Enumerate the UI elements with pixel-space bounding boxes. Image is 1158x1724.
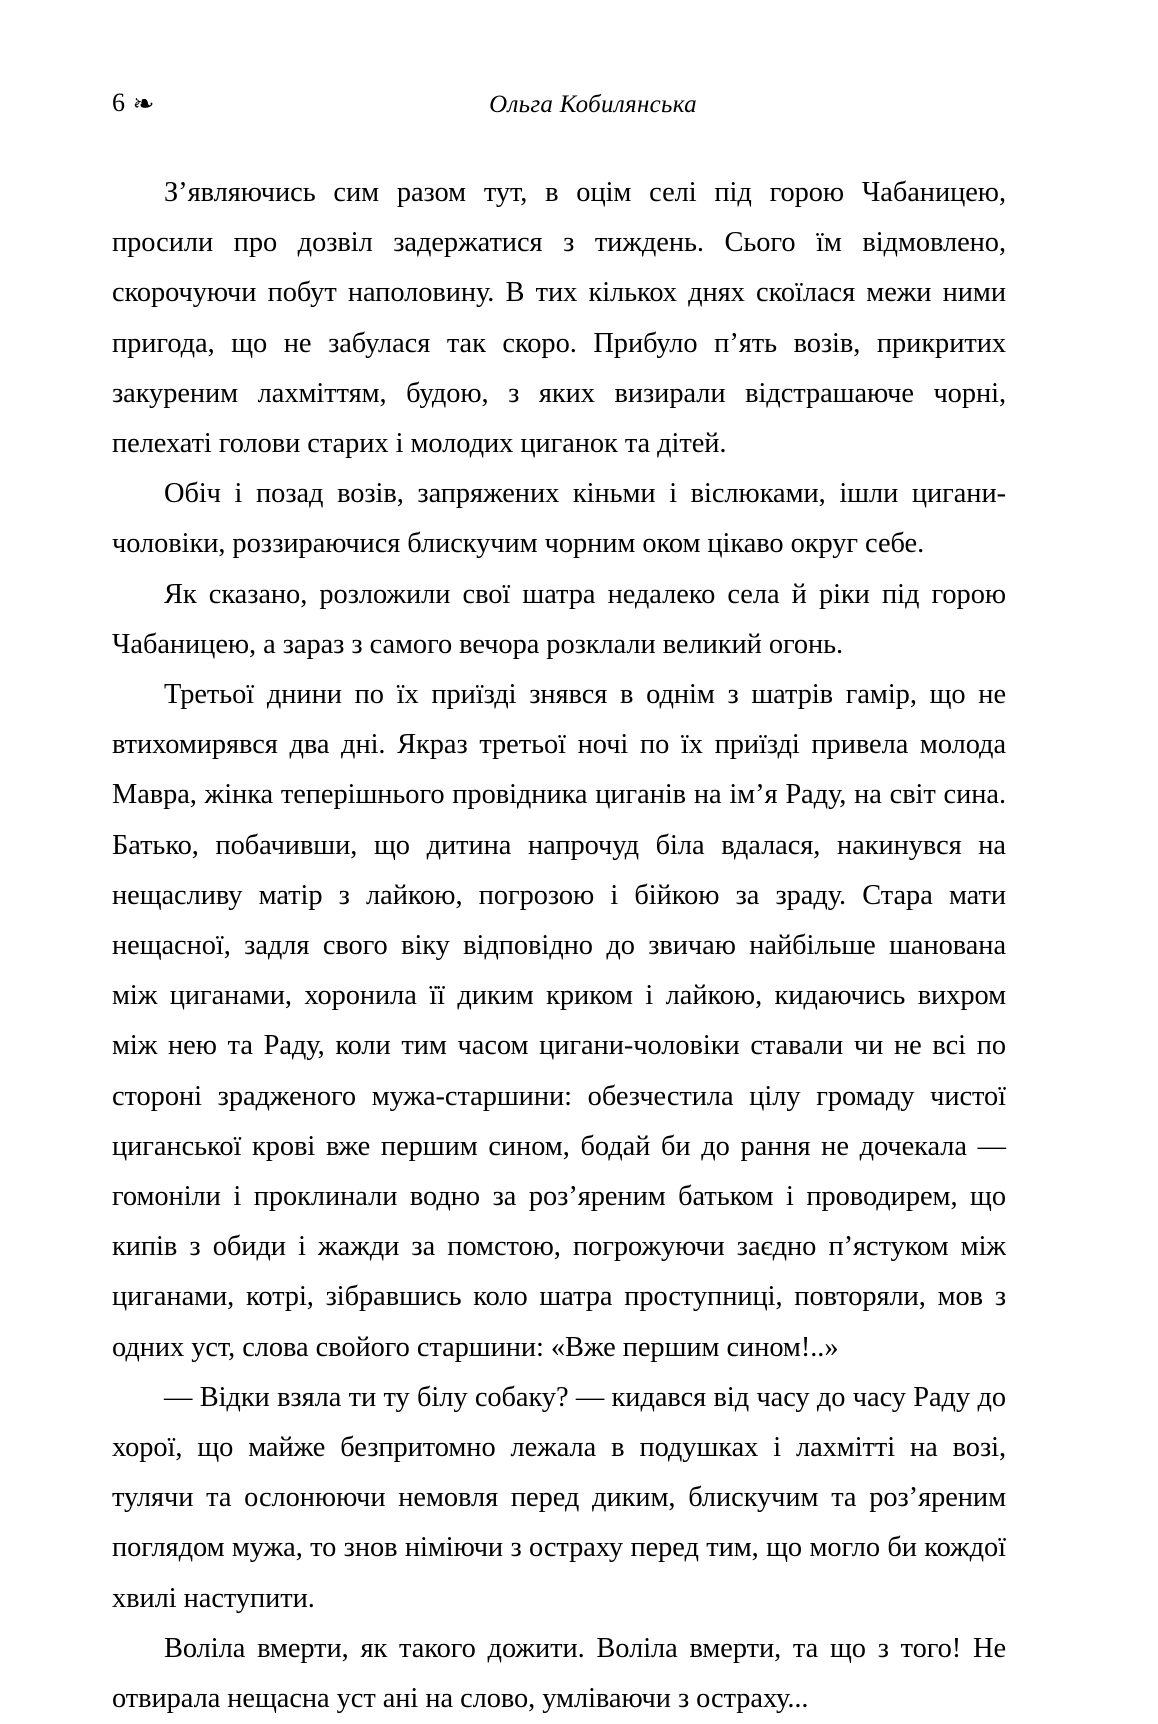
paragraph: Третьої днини по їх приїзді знявся в однім з шатрів гамір, що не втихомирявся два дні. Якраз третьої ночі по їх приїзді привела молода Мавра, жінка теперішнього провідника циганів на ім’я Раду, на світ сина. Батько, побачивши, що дитина напрочуд біла вдалася, накинувся на нещасливу матір з лайкою, погрозою і бійкою за зраду. Стара мати нещасної, задля свого віку відповідно до звичаю найбільше шанована між циганами, хоронила її диким криком і лайкою, кидаючись вихром між нею та Раду, коли тим часом цигани-чоловіки ставали чи не всі по стороні зрадженого мужа-старшини: обезчестила цілу громаду чистої циганської крові вже першим сином, бодай би до рання не дочекала — гомоніли і проклинали водно за роз’яреним батьком і проводирем, що кипів з обиди і жажди за помстою, погрожуючи заєдно п’ястуком між циганами, котрі, зібравшись коло шатра проступниці, повторяли, мов з одних уст, слова свойого старшини: «Вже першим сином!..»	[112, 679, 1006, 1363]
running-head-author: Ольга Кобилянська	[489, 91, 697, 118]
running-head	[112, 88, 1046, 134]
floral-ornament-icon: ❧	[132, 89, 155, 118]
paragraph: Воліла вмерти, як такого дожити. Воліла вмерти, та що з того! Не отвирала нещасна уст ані на слово, умліваючи з остраху...	[112, 1632, 1006, 1715]
paragraph: З’являючись сим разом тут, в оцім селі під горою Чабаницею, просили про дозвіл задержатися з тиждень. Сього їм відмовлено, скорочуючи побут наполовину. В тих кількох днях скоїлася межи ними пригода, що не забулася так скоро. Прибуло п’ять возів, прикритих закуреним лахміттям, будою, з яких визирали відстрашаюче чорні, пелехаті голови старих і молодих циганок та дітей.	[112, 177, 1006, 460]
body-text	[112, 168, 1006, 1724]
page-number: 6	[112, 88, 126, 117]
paragraph: Як сказано, розложили свої шатра недалеко села й ріки під горою Чабаницею, а зараз з самого вечора розклали великий огонь.	[112, 578, 1006, 660]
paragraph: — Відки взяла ти ту білу собаку? — кидався від часу до часу Раду до хорої, що майже безпритомно лежала в подушках і лахмітті на возі, тулячи та ослонюючи немовля перед диким, блискучим та роз’яреним поглядом мужа, то знов німіючи з остраху перед тим, що могло би кождої хвилі наступити.	[112, 1381, 1006, 1614]
paragraph: Обіч і позад возів, запряжених кіньми і віслюками, ішли цигани-чоловіки, роззираючися блискучим чорним оком цікаво округ себе.	[112, 478, 1006, 560]
